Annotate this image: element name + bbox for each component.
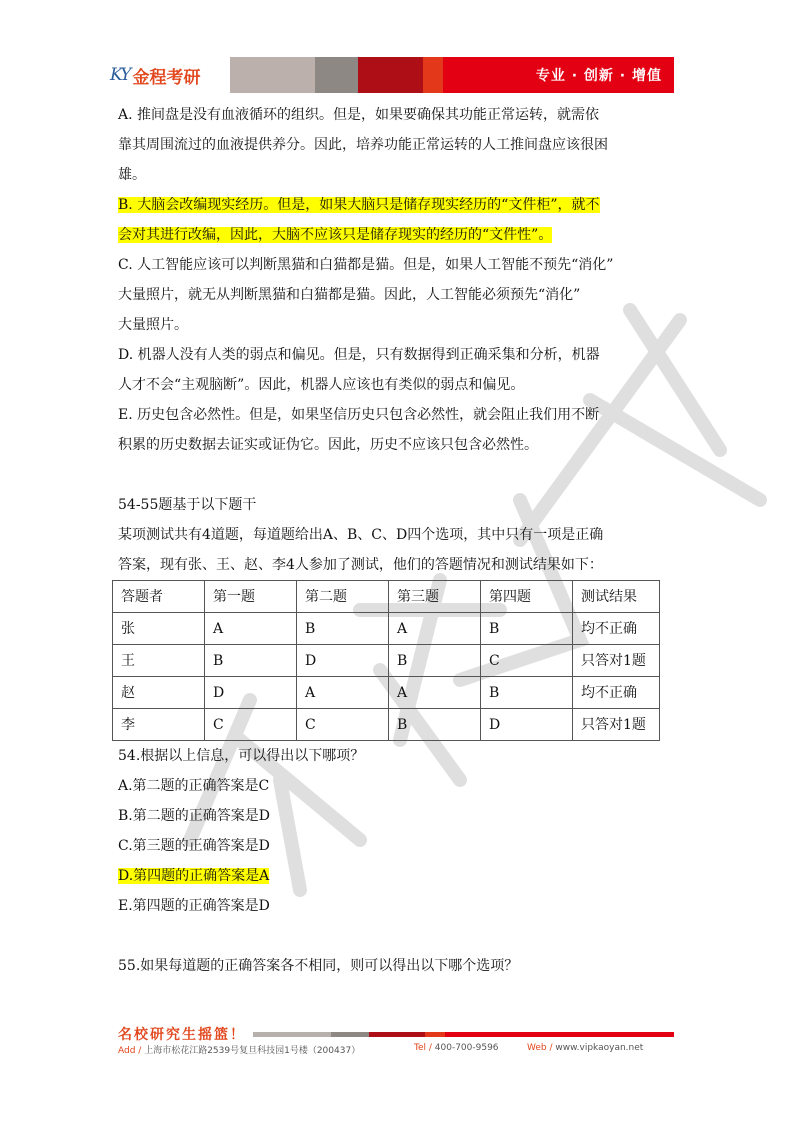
option-d-line: 人才不会“主观脑断”。因此，机器人应该也有类似的弱点和偏见。 — [118, 377, 525, 393]
table-cell: C — [205, 709, 297, 741]
page-footer — [118, 1024, 678, 1060]
stem-text: 某项测试共有4道题，每道题给出A、B、C、D四个选项，其中只有一项是正确 — [118, 527, 604, 543]
option-d-line: D. 机器人没有人类的弱点和偏见。但是，只有数据得到正确采集和分析，机器 — [118, 347, 600, 363]
footer-slogan: 名校研究生摇篮！ — [118, 1027, 246, 1043]
footer-bar-segment — [445, 1032, 674, 1037]
question-55: 55.如果每道题的正确答案各不相同，则可以得出以下哪个选项？ — [118, 958, 519, 974]
table-cell: 只答对1题 — [573, 709, 660, 741]
table-cell: C — [297, 709, 389, 741]
table-cell: 张 — [113, 613, 205, 645]
table-cell: A — [389, 677, 481, 709]
footer-tel — [414, 1043, 499, 1053]
table-header-row — [113, 581, 660, 613]
table-row — [113, 709, 660, 741]
tel-value: 400-700-9596 — [434, 1043, 499, 1053]
footer-bar-segment — [369, 1032, 425, 1037]
table-cell: B — [205, 645, 297, 677]
option-a-line: 雄。 — [118, 167, 146, 183]
table-cell: B — [481, 613, 573, 645]
footer-address — [118, 1043, 360, 1056]
header-bar-segment — [358, 57, 423, 93]
table-cell: A — [297, 677, 389, 709]
logo-mark-icon: KY — [110, 65, 130, 85]
document-body — [118, 100, 678, 981]
web-value: www.vipkaoyan.net — [555, 1043, 644, 1053]
option-b-line-highlighted: 会对其进行改编，因此，大脑不应该只是储存现实的经历的“文件性”。 — [118, 227, 553, 243]
footer-bar-segment — [425, 1032, 445, 1037]
table-cell: 李 — [113, 709, 205, 741]
table-header-cell: 第二题 — [297, 581, 389, 613]
q54-option: A.第二题的正确答案是C — [118, 778, 270, 794]
table-cell: 赵 — [113, 677, 205, 709]
table-header-cell: 答题者 — [113, 581, 205, 613]
table-header-cell: 第四题 — [481, 581, 573, 613]
page-header — [110, 57, 674, 93]
q54-option: C.第三题的正确答案是D — [118, 838, 270, 854]
address-value: 上海市松花江路2539号复旦科技园1号楼（200437） — [144, 1046, 361, 1056]
header-slogan: 专业 · 创新 · 增值 — [535, 68, 662, 84]
header-bar-segment — [423, 57, 443, 93]
table-cell: C — [481, 645, 573, 677]
option-c-line: C. 人工智能应该可以判断黑猫和白猫都是猫。但是，如果人工智能不预先“消化” — [118, 257, 614, 273]
table-header-cell: 第三题 — [389, 581, 481, 613]
table-cell: 王 — [113, 645, 205, 677]
footer-web — [527, 1043, 643, 1053]
table-row — [113, 677, 660, 709]
web-label: Web / — [527, 1043, 553, 1053]
footer-bar-segment — [253, 1032, 331, 1037]
table-cell: D — [297, 645, 389, 677]
table-cell: B — [389, 709, 481, 741]
q54-option: E.第四题的正确答案是D — [118, 898, 270, 914]
question-54: 54.根据以上信息，可以得出以下哪项？ — [118, 748, 365, 764]
table-cell: D — [481, 709, 573, 741]
table-header-cell: 第一题 — [205, 581, 297, 613]
stem-title: 54-55题基于以下题干 — [118, 497, 257, 513]
option-c-line: 大量照片，就无从判断黑猫和白猫都是猫。因此，人工智能必须预先“消化” — [118, 287, 581, 303]
table-cell: A — [389, 613, 481, 645]
table-header-cell: 测试结果 — [573, 581, 660, 613]
option-e-line: 积累的历史数据去证实或证伪它。因此，历史不应该只包含必然性。 — [118, 437, 538, 453]
q54-option: B.第二题的正确答案是D — [118, 808, 270, 824]
table-row — [113, 645, 660, 677]
option-e-line: E. 历史包含必然性。但是，如果坚信历史只包含必然性，就会阻止我们用不断 — [118, 407, 600, 423]
table-cell: D — [205, 677, 297, 709]
table-cell: 只答对1题 — [573, 645, 660, 677]
table-cell: B — [297, 613, 389, 645]
q54-option-highlighted: D.第四题的正确答案是A — [118, 868, 270, 884]
header-bar-segment — [443, 57, 674, 93]
address-label: Add / — [118, 1046, 142, 1056]
table-cell: B — [481, 677, 573, 709]
option-a-line: 靠其周围流过的血液提供养分。因此，培养功能正常运转的人工推间盘应该很困 — [118, 137, 608, 153]
header-bar-segment — [230, 57, 315, 93]
brand-logo — [110, 57, 228, 93]
option-b-line-highlighted: B. 大脑会改编现实经历。但是，如果大脑只是储存现实经历的“文件柜”，就不 — [118, 197, 600, 213]
table-cell: 均不正确 — [573, 613, 660, 645]
option-c-line: 大量照片。 — [118, 317, 188, 333]
answers-table — [112, 580, 660, 741]
header-bar-segment — [315, 57, 358, 93]
footer-bar-segment — [331, 1032, 369, 1037]
logo-text: 金程考研 — [132, 67, 201, 88]
tel-label: Tel / — [414, 1043, 432, 1053]
option-a-line: A. 推间盘是没有血液循环的组织。但是，如果要确保其功能正常运转，就需依 — [118, 107, 600, 123]
table-cell: 均不正确 — [573, 677, 660, 709]
table-cell: A — [205, 613, 297, 645]
stem-text: 答案，现有张、王、赵、李4人参加了测试，他们的答题情况和测试结果如下： — [118, 557, 603, 573]
table-cell: B — [389, 645, 481, 677]
table-row — [113, 613, 660, 645]
